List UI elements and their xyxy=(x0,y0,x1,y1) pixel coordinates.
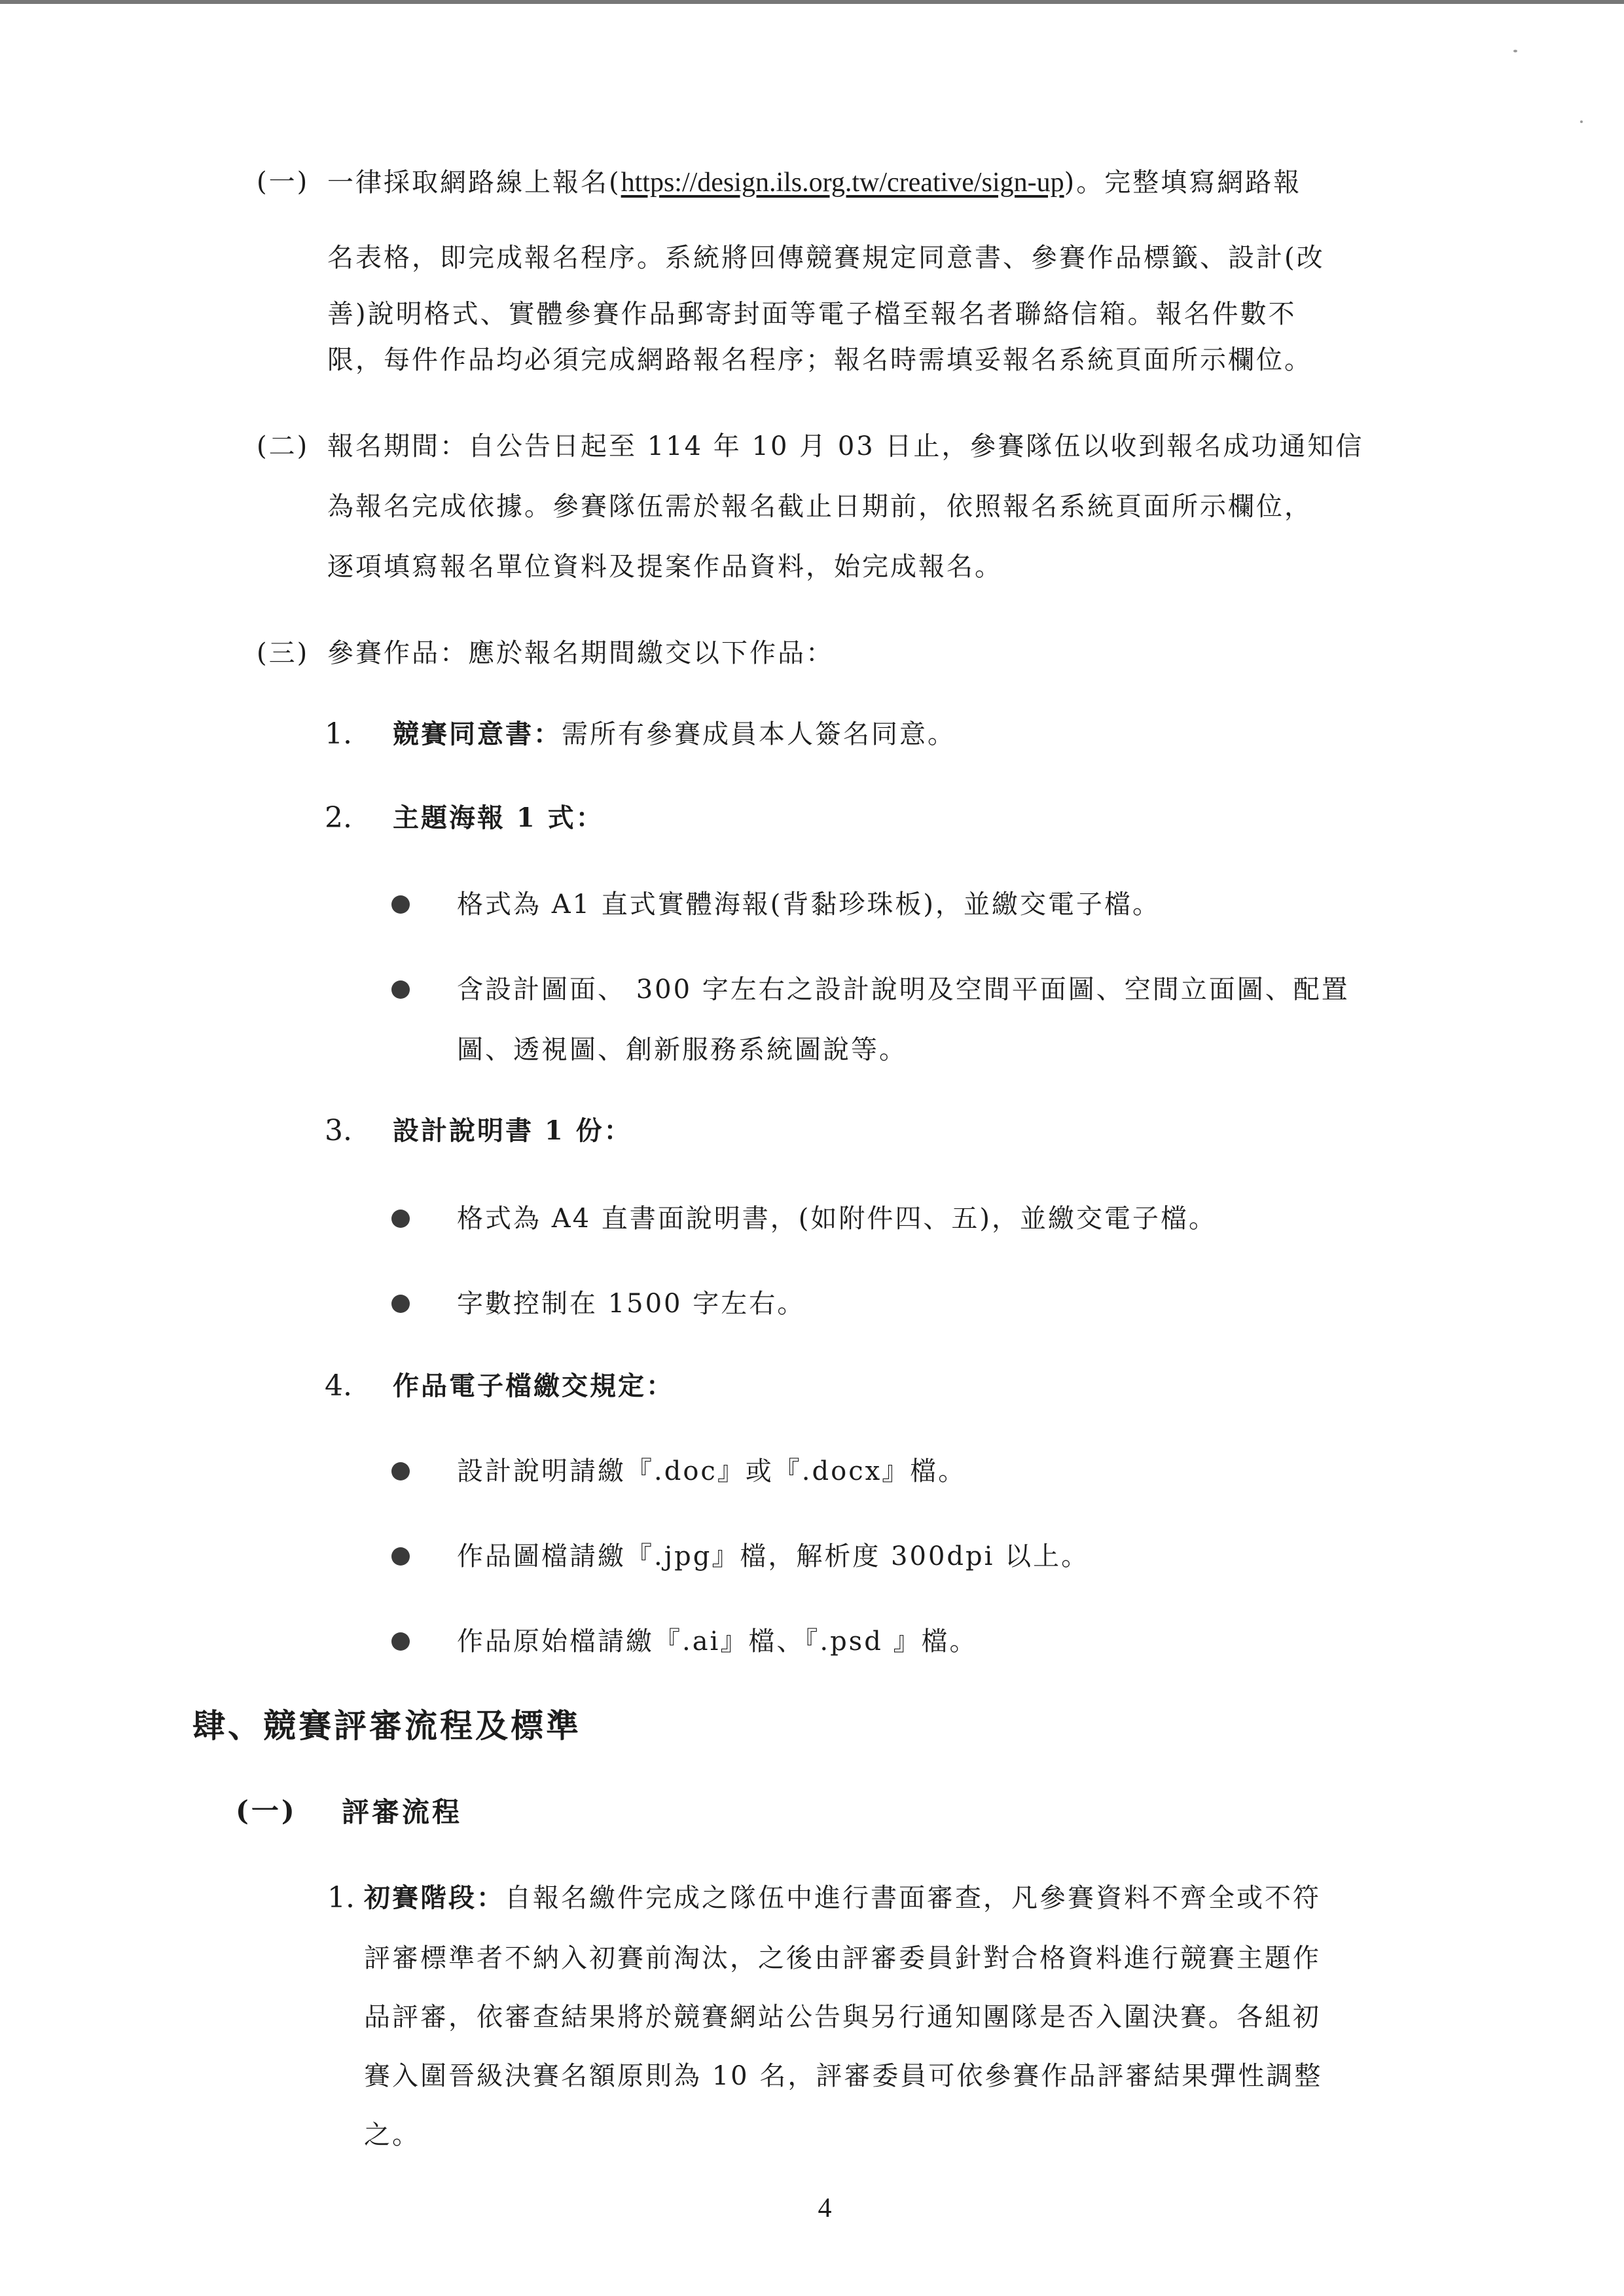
section-one-line-4: 限，每件作品均必須完成網路報名程序；報名時需填妥報名系統頁面所示欄位。 xyxy=(327,345,1312,375)
section-heading: 肆、競賽評審流程及標準 xyxy=(192,1706,581,1745)
bullet-text: 字數控制在 1500 字左右。 xyxy=(457,1289,806,1319)
bullet-text: 含設計圖面、 300 字左右之設計說明及空間平面圖、空間立面圖、配置 xyxy=(457,975,1350,1005)
item-number: 4. xyxy=(325,1369,352,1403)
list-item xyxy=(393,802,604,833)
bullet-icon xyxy=(391,1547,410,1566)
item-number: 1. xyxy=(325,717,352,751)
item-text: 自報名繳件完成之隊伍中進行書面審查，凡參賽資料不齊全或不符 xyxy=(505,1883,1321,1913)
list-item xyxy=(393,1373,674,1399)
review-line-1 xyxy=(364,1882,1321,1913)
bullet-icon xyxy=(391,895,410,914)
subsection-heading: 評審流程 xyxy=(342,1796,463,1828)
bullet-icon xyxy=(391,980,410,999)
section-two-line-2: 為報名完成依據。參賽隊伍需於報名截止日期前，依照報名系統頁面所示欄位， xyxy=(327,492,1312,522)
section-one-line-2: 名表格，即完成報名程序。系統將回傳競賽規定同意書、參賽作品標籤、設計(改 xyxy=(327,243,1325,273)
scan-speck xyxy=(1513,50,1517,52)
subsection-marker: (一) xyxy=(236,1795,297,1827)
item-label: 設計說明書 1 份： xyxy=(393,1115,632,1146)
section-one-line-1-pre: 一律採取網路線上報名( xyxy=(327,168,621,198)
item-label: 主題海報 1 式： xyxy=(393,802,604,833)
item-number: 2. xyxy=(325,801,352,834)
scan-edge xyxy=(0,0,1624,4)
page-number: 4 xyxy=(818,2193,832,2223)
list-item xyxy=(393,721,956,747)
bullet-text: 設計說明請繳『.doc』或『.docx』檔。 xyxy=(457,1456,967,1486)
bullet-text-cont: 圖、透視圖、創新服務系統圖說等。 xyxy=(457,1035,907,1065)
review-line-3: 品評審，依審查結果將於競賽網站公告與另行通知團隊是否入圍決賽。各組初 xyxy=(364,2002,1321,2032)
section-one-line-3: 善)說明格式、實體參賽作品郵寄封面等電子檔至報名者聯絡信箱。報名件數不 xyxy=(327,299,1297,329)
bullet-text: 作品圖檔請繳『.jpg』檔，解析度 300dpi 以上。 xyxy=(457,1541,1090,1571)
bullet-text: 作品原始檔請繳『.ai』檔、『.psd 』檔。 xyxy=(457,1626,978,1657)
bullet-icon xyxy=(391,1632,410,1651)
item-label: 作品電子檔繳交規定： xyxy=(393,1371,674,1401)
section-one-line-1-post: )。完整填寫網路報 xyxy=(1064,168,1302,198)
section-two-line-3: 逐項填寫報名單位資料及提案作品資料，始完成報名。 xyxy=(327,552,1003,582)
review-line-4: 賽入圍晉級決賽名額原則為 10 名，評審委員可依參賽作品評審結果彈性調整 xyxy=(364,2061,1323,2091)
review-line-2: 評審標準者不納入初賽前淘汰，之後由評審委員針對合格資料進行競賽主題作 xyxy=(364,1943,1321,1973)
item-number: 1. xyxy=(327,1881,355,1914)
scan-speck xyxy=(1580,120,1583,123)
list-item xyxy=(393,1115,632,1146)
bullet-text: 格式為 A1 直式實體海報(背黏珍珠板)，並繳交電子檔。 xyxy=(457,889,1161,920)
bullet-icon xyxy=(391,1210,410,1228)
signup-link[interactable]: https://design.ils.org.tw/creative/sign-up xyxy=(621,168,1064,198)
section-three-marker: (三) xyxy=(257,638,310,668)
section-one-line-1 xyxy=(327,169,1301,196)
review-line-5: 之。 xyxy=(364,2120,420,2150)
section-two-marker: (二) xyxy=(257,431,310,461)
item-label: 初賽階段： xyxy=(364,1882,505,1913)
item-text: 需所有參賽成員本人簽名同意。 xyxy=(562,719,956,749)
section-two-line-1: 報名期間：自公告日起至 114 年 10 月 03 日止，參賽隊伍以收到報名成功通知信 xyxy=(327,431,1364,461)
item-label: 競賽同意書： xyxy=(393,719,562,749)
item-number: 3. xyxy=(325,1114,352,1147)
section-three-line-1: 參賽作品：應於報名期間繳交以下作品： xyxy=(327,638,834,668)
section-one-marker: (一) xyxy=(257,167,310,197)
bullet-text: 格式為 A4 直書面說明書，(如附件四、五)，並繳交電子檔。 xyxy=(457,1204,1217,1234)
bullet-icon xyxy=(391,1295,410,1313)
bullet-icon xyxy=(391,1462,410,1480)
